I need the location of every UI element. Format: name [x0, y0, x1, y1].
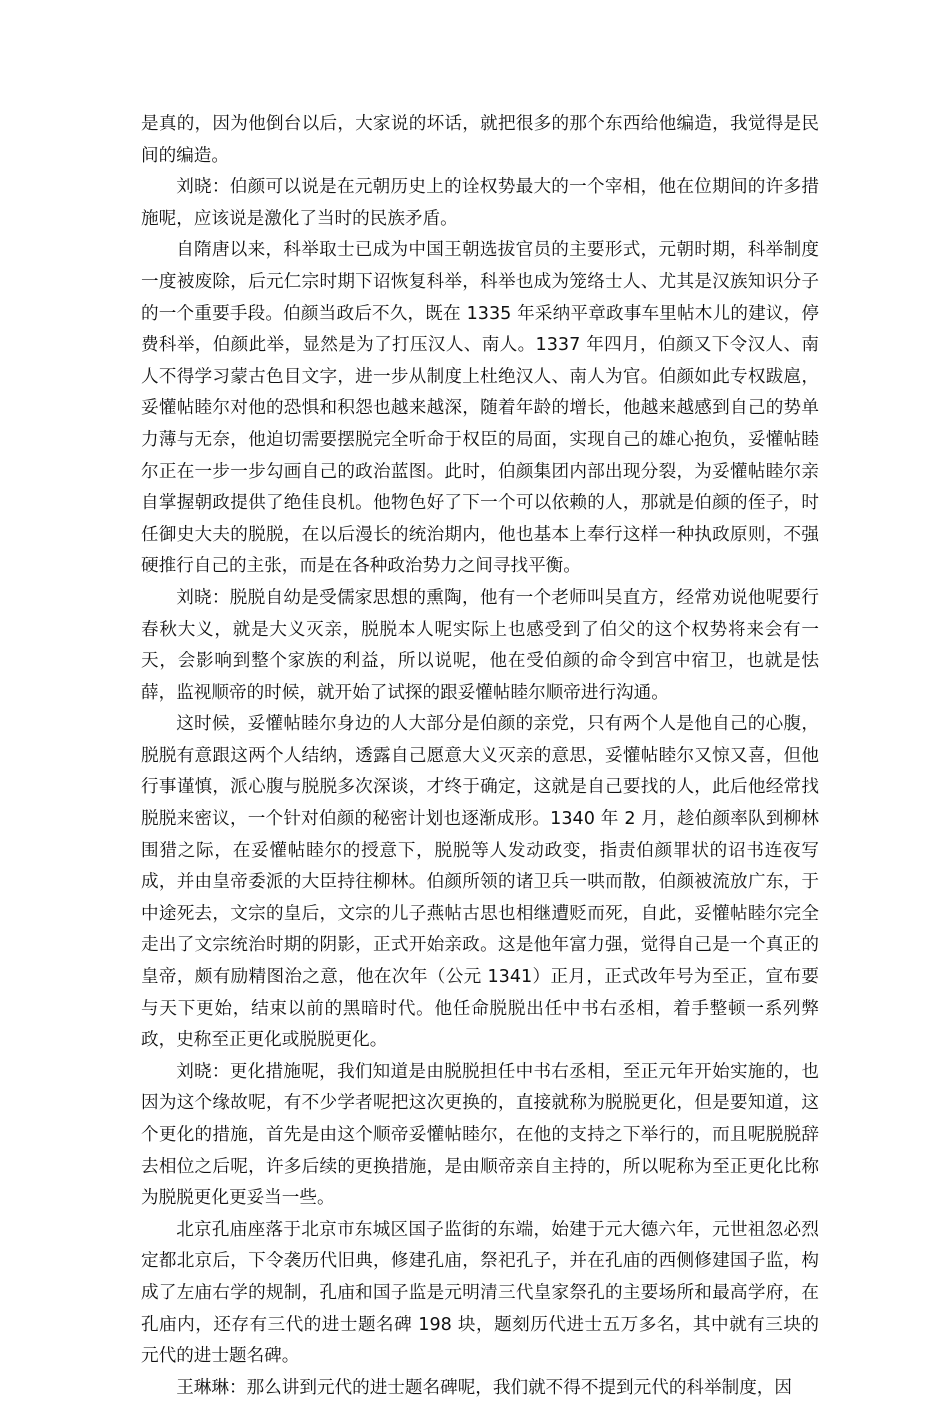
paragraph-wang-linlin: 王琳琳：那么讲到元代的进士题名碑呢，我们就不得不提到元代的科举制度，因 [176, 1377, 792, 1398]
paragraph-keju: 自隋唐以来，科举取士已成为中国王朝选拔官员的主要形式，元朝时期，科举制度一度被废除，后元仁宗时期下诏恢复科举，科举也成为笼络士人、尤其是汉族知识分子的一个重要手段。伯颜当政后不久，既在 1335 年采纳平章政事车里帖木儿的建议，停费科举，伯颜此举，显然是为了打压汉人、南人。1337 年四月，伯颜又下令汉人、南人不得学习蒙古色目文字，进一步从制度上杜绝汉人、南人为官。伯颜如此专权跋扈，妥懽帖睦尔对他的恐惧和积怨也越来越深，随着年龄的增长，他越来越感到自己的势单力薄与无奈，他迫切需要摆脱完全听命于权臣的局面，实现自己的雄心抱负，妥懽帖睦尔正在一步一步勾画自己的政治蓝图。此时，伯颜集团内部出现分裂，为妥懽帖睦尔亲自掌握朝政提供了绝佳良机。他物色好了下一个可以依赖的人，那就是伯颜的侄子，时任御史大夫的脱脱，在以后漫长的统治期内，他也基本上奉行这样一种执政原则，不强硬推行自己的主张，而是在各种政治势力之间寻找平衡。 [141, 240, 819, 577]
paragraph-liu-xiao-boyan: 刘晓：伯颜可以说是在元朝历史上的诠权势最大的一个宰相，他在位期间的许多措施呢，应该说是激化了当时的民族矛盾。 [141, 177, 819, 229]
paragraph-liu-xiao-tuotuo: 刘晓：脱脱自幼是受儒家思想的熏陶，他有一个老师叫吴直方，经常劝说他呢要行春秋大义，就是大义灭亲，脱脱本人呢实际上也感受到了伯父的这个权势将来会有一天，会影响到整个家族的利益，所以说呢，他在受伯颜的命令到宫中宿卫，也就是怯薛，监视顺帝的时候，就开始了试探的跟妥懽帖睦尔顺帝进行沟通。 [141, 587, 819, 703]
paragraph-continuation: 是真的，因为他倒台以后，大家说的坏话，就把很多的那个东西给他编造，我觉得是民间的编造。 [141, 114, 819, 166]
paragraph-coup: 这时候，妥懽帖睦尔身边的人大部分是伯颜的亲党，只有两个人是他自己的心腹，脱脱有意跟这两个人结纳，透露自己愿意大义灭亲的意思，妥懽帖睦尔又惊又喜，但他行事谨慎，派心腹与脱脱多次深谈，才终于确定，这就是自己要找的人，此后他经常找脱脱来密议，一个针对伯颜的秘密计划也逐渐成形。1340 年 2 月，趁伯颜率队到柳林围猎之际，在妥懽帖睦尔的授意下，脱脱等人发动政变，指责伯颜罪状的诏书连夜写成，并由皇帝委派的大臣持往柳林。伯颜所领的诸卫兵一哄而散，伯颜被流放广东，于中途死去，文宗的皇后，文宗的儿子燕帖古思也相继遭贬而死，自此，妥懽帖睦尔完全走出了文宗统治时期的阴影，正式开始亲政。这是他年富力强，觉得自己是一个真正的皇帝，颇有励精图治之意，他在次年（公元 1341）正月，正式改年号为至正，宣布要与天下更始，结束以前的黑暗时代。他任命脱脱出任中书右丞相，着手整顿一系列弊政，史称至正更化或脱脱更化。 [141, 714, 819, 1051]
paragraph-confucius-temple: 北京孔庙座落于北京市东城区国子监街的东端，始建于元大德六年，元世祖忽必烈定都北京后，下令袭历代旧典，修建孔庙，祭祀孔子，并在孔庙的西侧修建国子监，构成了左庙右学的规制，孔庙和国子监是元明清三代皇家祭孔的主要场所和最高学府，在孔庙内，还存有三代的进士题名碑 198 块，题刻历代进士五万多名，其中就有三块的元代的进士题名碑。 [141, 1219, 819, 1367]
document-page [141, 109, 819, 1404]
paragraph-liu-xiao-reform: 刘晓：更化措施呢，我们知道是由脱脱担任中书右丞相，至正元年开始实施的，也因为这个缘故呢，有不少学者呢把这次更换的，直接就称为脱脱更化，但是要知道，这个更化的措施，首先是由这个顺帝妥懽帖睦尔，在他的支持之下举行的，而且呢脱脱辞去相位之后呢，许多后续的更换措施，是由顺帝亲自主持的，所以呢称为至正更化比称为脱脱更化更妥当一些。 [141, 1061, 819, 1209]
